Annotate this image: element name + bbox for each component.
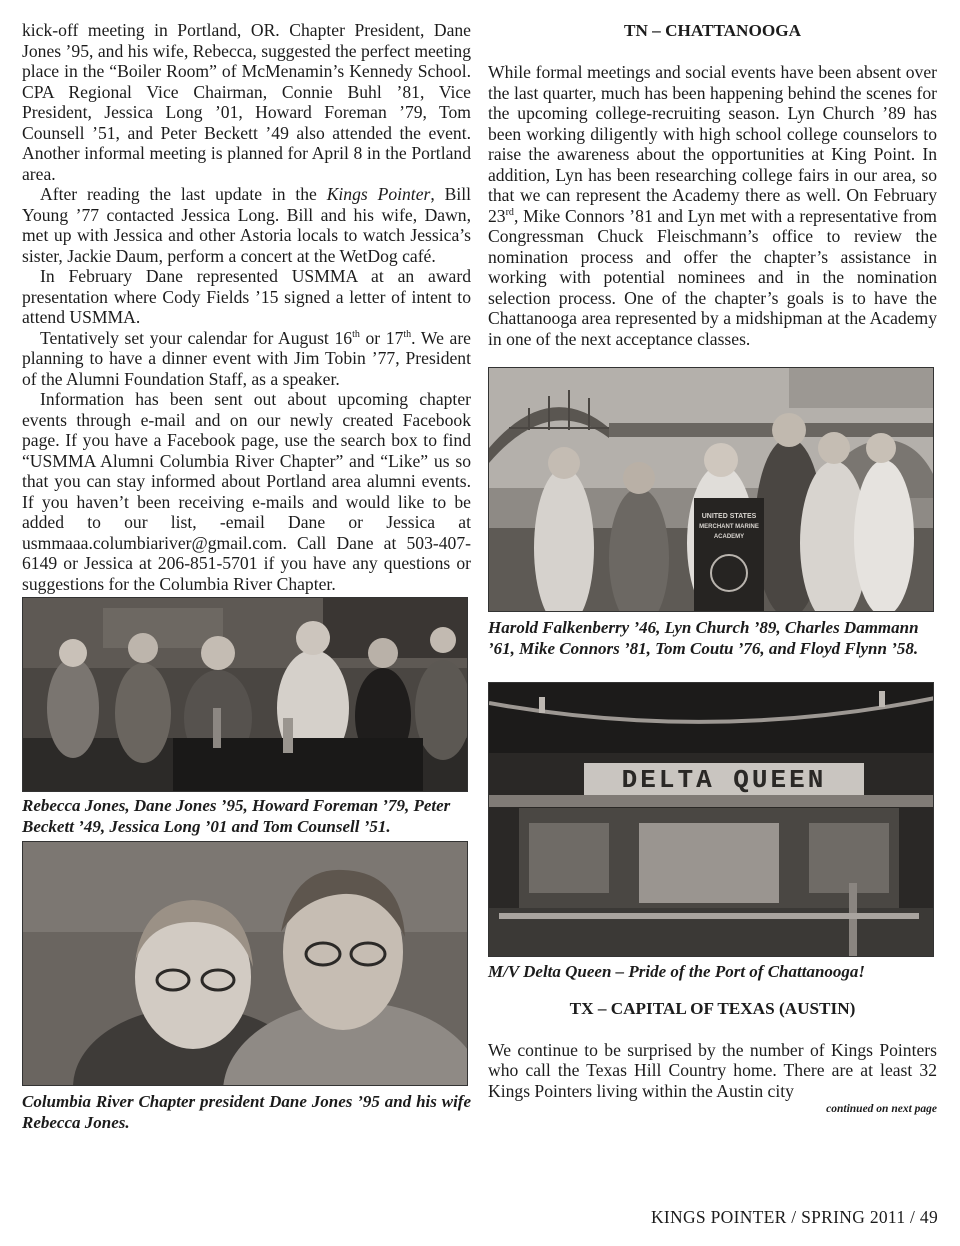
columbia-river-paragraph-4 bbox=[22, 328, 471, 390]
delta-queen-sign: DELTA QUEEN bbox=[621, 765, 827, 795]
p4-text-a: Tentatively set your calendar for August 16 bbox=[40, 327, 353, 348]
tn-chattanooga-heading: TN – CHATTANOOGA bbox=[624, 21, 801, 40]
p4-text-b: or 17 bbox=[359, 327, 404, 348]
kings-pointer-title: Kings Pointer bbox=[326, 184, 431, 204]
p4-text-c: . We are planning to have a dinner event with Jim Tobin ’77, President of the Alumni Foundation Staff, as a speaker. bbox=[22, 327, 471, 389]
columbia-river-paragraph-1: kick-off meeting in Portland, OR. Chapter President, Dane Jones ’95, and his wife, Rebecca, suggested the perfect meeting place in the “Boiler Room” of McMenamin’s Kennedy School. CPA Regional Vice Chairman, Connie Buhl ’81, Vice President, Jessica Long ’01, Howard Foreman ’79, Tom Counsell ’51, and Peter Beckett ’49 also attended the event. Another informal meeting is planned for April 8 in the Portland area. bbox=[22, 20, 471, 184]
banner-text-2: MERCHANT MARINE bbox=[699, 524, 759, 530]
banner-text-1: UNITED STATES bbox=[701, 513, 757, 520]
tn-chattanooga-paragraph bbox=[488, 62, 937, 349]
tx-austin-heading: TX – CAPITAL OF TEXAS (AUSTIN) bbox=[569, 998, 856, 1018]
boiler-room-caption: Rebecca Jones, Dane Jones ’95, Howard Foreman ’79, Peter Beckett ’49, Jessica Long ’01 and Tom Counsell ’51. bbox=[22, 796, 451, 836]
left-column bbox=[22, 20, 471, 1133]
couple-caption: Columbia River Chapter president Dane Jones ’95 and his wife Rebecca Jones. bbox=[22, 1092, 471, 1132]
couple-photo bbox=[22, 841, 468, 1086]
p4-sup-1: th bbox=[352, 328, 360, 340]
tn-text-a: While formal meetings and social events have been absent over the last quarter, much has been happening behind the scenes for the upcoming college-recruiting season. Lyn Church ’89 has been working diligently with high school college counselors to raise the awareness about the opportunities at King Point. In addition, Lyn has been researching college fairs in our area, so that we can represent the Academy there as well. On February 23 bbox=[488, 62, 937, 226]
delta-queen-caption: M/V Delta Queen – Pride of the Port of Chattanooga! bbox=[488, 962, 866, 981]
tn-text-b: , Mike Connors ’81 and Lyn met with a representative from Congressman Chuck Fleischmann’s office to review the nomination process and offer the chapter’s assistance in working with potential nominees and in the nomination selection process. One of the chapter’s goals is to have the Chattanooga area represented by a midshipman at the Academy in one of the next acceptance classes. bbox=[488, 205, 937, 349]
tn-sup: rd bbox=[505, 206, 514, 218]
columbia-river-paragraph-3: In February Dane represented USMMA at an award presentation where Cody Fields ’15 signed a letter of intent to attend USMMA. bbox=[22, 266, 471, 327]
tx-austin-paragraph: We continue to be surprised by the number of Kings Pointers who call the Texas Hill Country home. There are at least 32 Kings Pointers living within the Austin city bbox=[488, 1039, 937, 1101]
page-footer: KINGS POINTER / SPRING 2011 / 49 bbox=[650, 1207, 938, 1227]
columbia-river-paragraph-2 bbox=[22, 184, 471, 266]
right-column bbox=[488, 20, 937, 1115]
p2-text-b: , Bill Young ’77 contacted Jessica Long. Bill and his wife, Dawn, met up with Jessica and other Astoria locals to watch Jessica’s sister, Jackie Daum, perform a concert at the WetDog café. bbox=[22, 184, 471, 266]
delta-queen-photo bbox=[488, 682, 934, 957]
group-photo-boiler-room bbox=[22, 597, 468, 792]
p2-text-a: After reading the last update in the bbox=[40, 184, 327, 204]
chattanooga-group-photo bbox=[488, 367, 934, 612]
banner-text-3: ACADEMY bbox=[713, 534, 745, 540]
continued-note: continued on next page bbox=[826, 1103, 937, 1115]
chattanooga-caption: Harold Falkenberry ’46, Lyn Church ’89, Charles Dammann ’61, Mike Connors ’81, Tom Coutu ’76, and Floyd Flynn ’58. bbox=[488, 618, 919, 658]
columbia-river-paragraph-5: Information has been sent out about upcoming chapter events through e-mail and on our newly created Facebook page. If you have a Facebook page, use the search box to find “USMMA Alumni Columbia River Chapter” and “Like” us so that you can stay informed about Portland area alumni events. If you haven’t been receiving e-mails and would like to be added to our list, -email Dane or Jessica at usmmaaa.columbiariver@gmail.com. Call Dane at 503-407-6149 or Jessica at 206-851-5701 if you have any questions or suggestions for the Columbia River Chapter. bbox=[22, 389, 471, 594]
p4-sup-2: th bbox=[403, 328, 412, 340]
